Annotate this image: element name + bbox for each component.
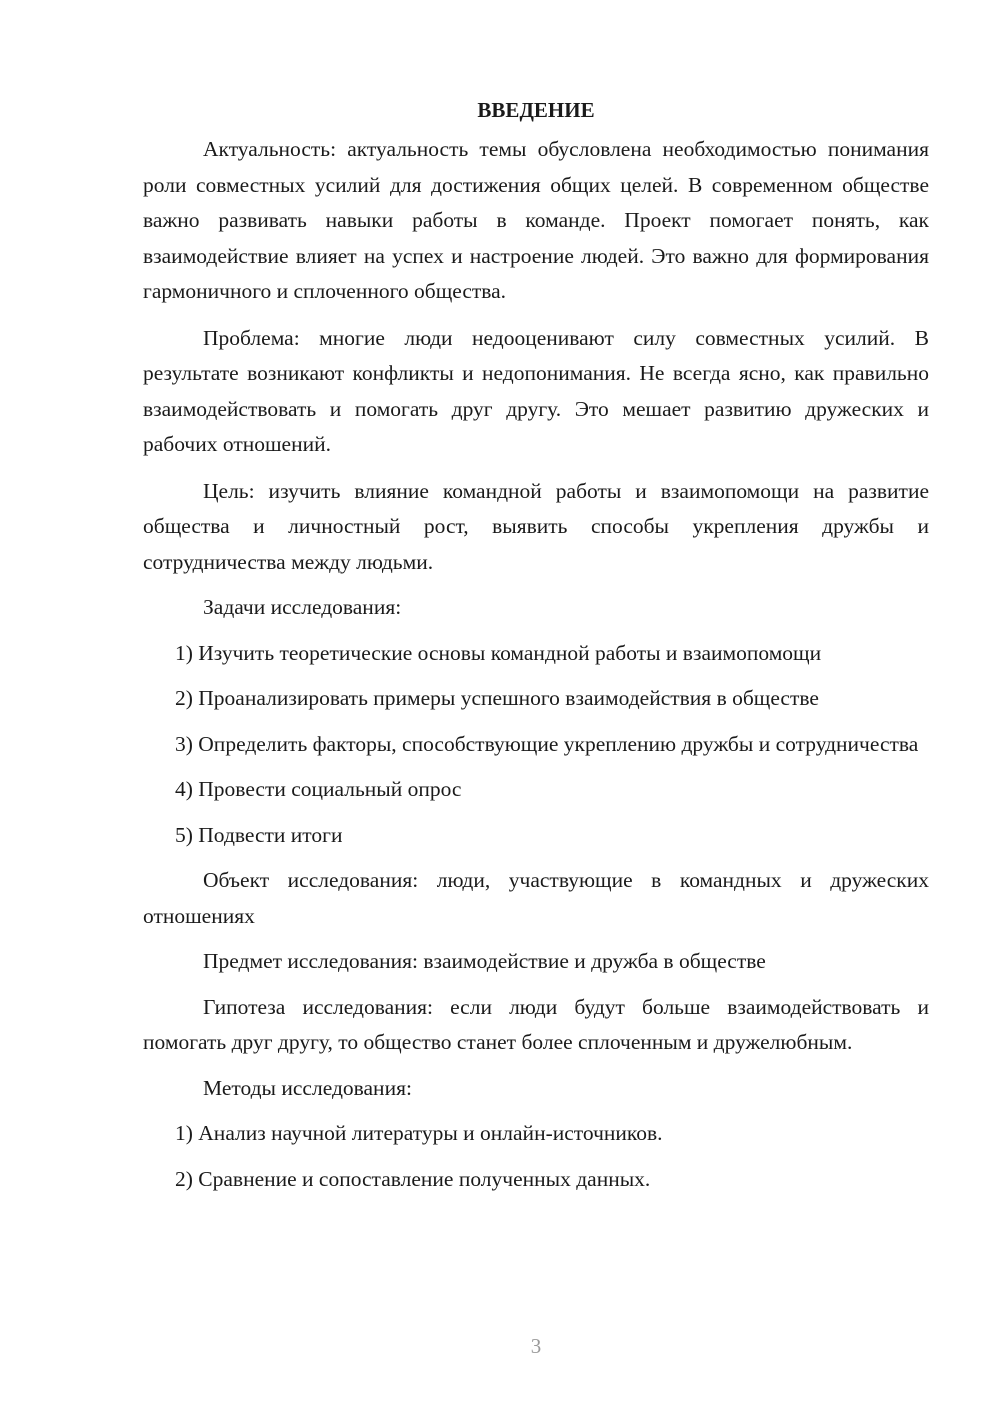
problem-paragraph: Проблема: многие люди недооценивают силу совместных усилий. В результате возникают конфликты и недопонимания. Не всегда ясно, как правильно взаимодействовать и помогать друг другу. Это мешает развитию дружеских и рабочих отношений. [143, 325, 929, 456]
document-page [143, 92, 929, 1197]
task-item-2: 2) Проанализировать примеры успешного взаимодействия в обществе [175, 686, 819, 710]
method-item-1: 1) Анализ научной литературы и онлайн-источников. [175, 1121, 663, 1145]
task-item-3: 3) Определить факторы, способствующие укреплению дружбы и сотрудничества [175, 731, 919, 756]
page-number: 3 [530, 1334, 542, 1358]
method-item-2: 2) Сравнение и сопоставление полученных данных. [175, 1166, 651, 1191]
task-item-1: 1) Изучить теоретические основы командной работы и взаимопомощи [175, 640, 822, 665]
section-title: ВВЕДЕНИЕ [477, 98, 595, 122]
tasks-heading: Задачи исследования: [203, 595, 402, 619]
goal-paragraph: Цель: изучить влияние командной работы и взаимопомощи на развитие общества и личностный рост, выявить способы укрепления дружбы и сотрудничества между людьми. [143, 478, 929, 574]
subject-paragraph: Предмет исследования: взаимодействие и дружба в обществе [203, 949, 766, 973]
methods-heading: Методы исследования: [203, 1075, 412, 1100]
relevance-paragraph: Актуальность: актуальность темы обусловлена необходимостью понимания роли совместных усилий для достижения общих целей. В современном обществе важно развивать навыки работы в команде. Проект помогает понять, как взаимодействие влияет на успех и настроение людей. Это важно для формирования гармоничного и сплоченного общества. [143, 137, 929, 303]
task-item-4: 4) Провести социальный опрос [175, 777, 462, 801]
hypothesis-paragraph: Гипотеза исследования: если люди будут больше взаимодействовать и помогать друг другу, то общество станет более сплоченным и дружелюбным. [143, 994, 929, 1054]
task-item-5: 5) Подвести итоги [175, 822, 343, 847]
object-paragraph: Объект исследования: люди, участвующие в командных и дружеских отношениях [143, 868, 929, 928]
